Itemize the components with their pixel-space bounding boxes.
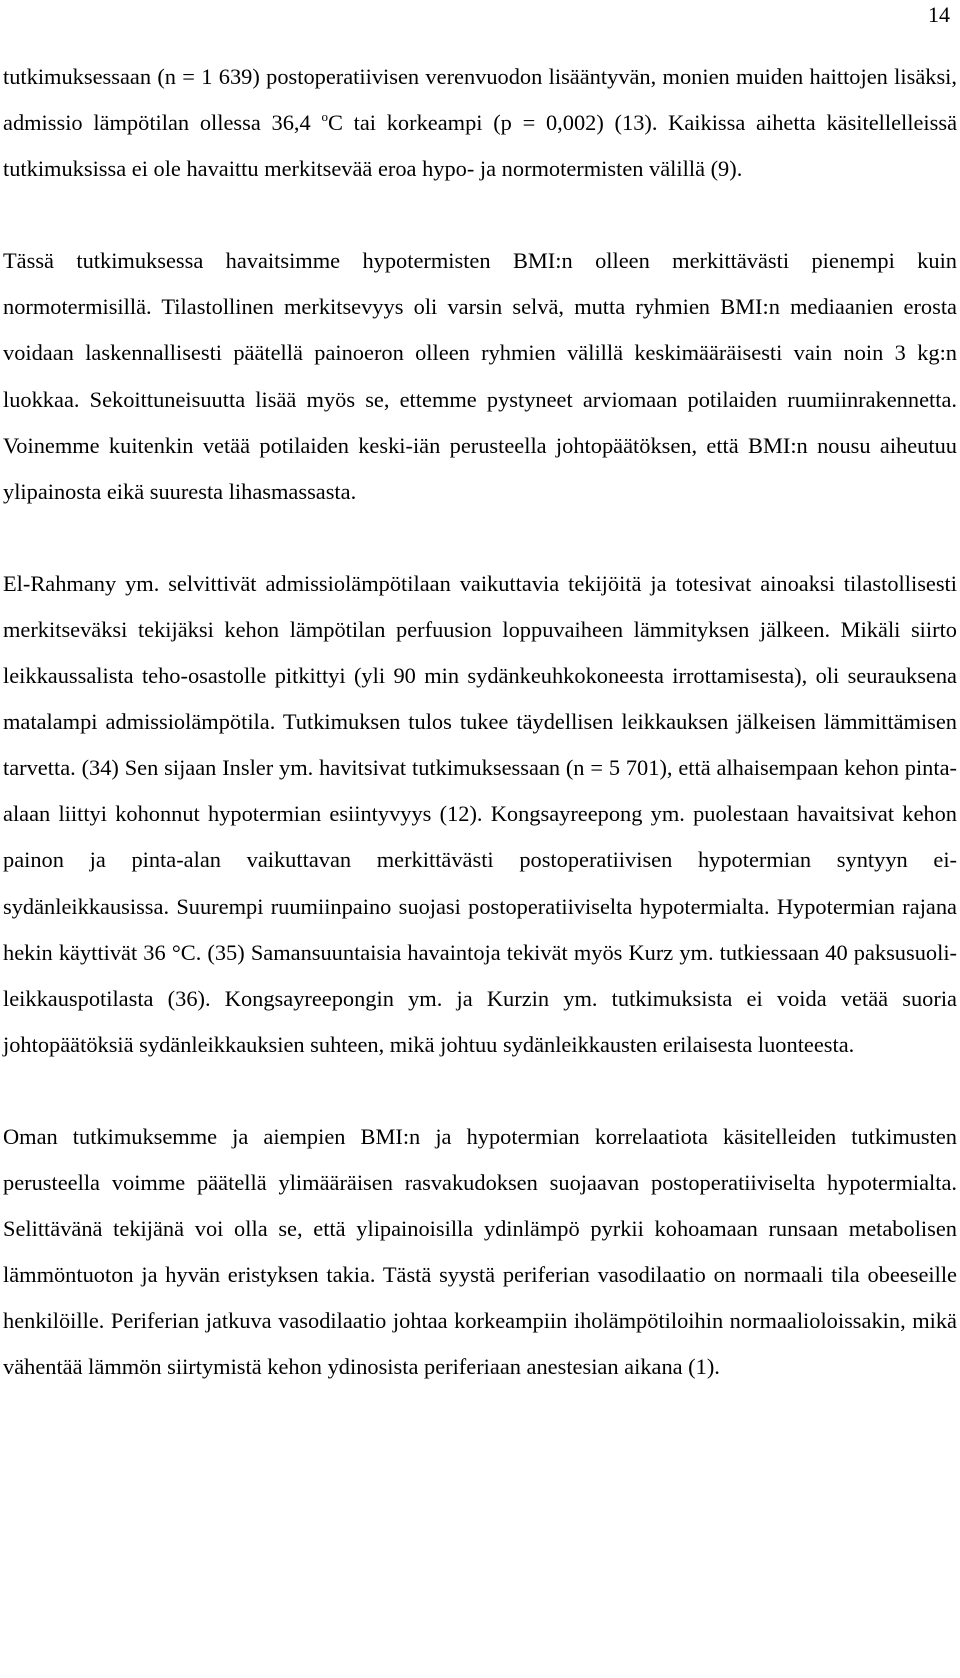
degree-superscript: o bbox=[321, 109, 328, 125]
paragraph-3: El-Rahmany ym. selvittivät admissiolämpötilaan vaikuttavia tekijöitä ja totesivat ainoaksi tilastollisesti merkitseväksi tekijäksi kehon lämpötilan perfuusion loppuvaiheen lämmityksen jälkeen. Mikäli siirto leikkaussalista teho-osastolle pitkittyi (yli 90 min sydänkeuhkokoneesta irrottamisesta), oli seurauksena matalampi admissiolämpötila. Tutkimuksen tulos tukee täydellisen leikkauksen jälkeisen lämmittämisen tarvetta. (34) Sen sijaan Insler ym. havitsivat tutkimuksessaan (n = 5 701), että alhaisempaan kehon pinta-alaan liittyi kohonnut hypotermian esiintyvyys (12). Kongsayreepong ym. puolestaan havaitsivat kehon painon ja pinta-alan vaikuttavan merkittävästi postoperatiivisen hypotermian syntyyn ei-sydänleikkausissa. Suurempi ruumiinpaino suojasi postoperatiiviselta hypotermialta. Hypotermian rajana hekin käyttivät 36 °C. (35) Samansuuntaisia havaintoja tekivät myös Kurz ym. tutkiessaan 40 paksusuoli-leikkauspotilasta (36). Kongsayreepongin ym. ja Kurzin ym. tutkimuksista ei voida vetää suoria johtopäätöksiä sydänleikkauksien suhteen, mikä johtuu sydänleikkausten erilaisesta luonteesta. bbox=[3, 570, 957, 1057]
paragraph-1 bbox=[3, 54, 957, 192]
paragraph-4: Oman tutkimuksemme ja aiempien BMI:n ja hypotermian korrelaatiota käsitelleiden tutkimusten perusteella voimme päätellä ylimääräisen rasvakudoksen suojaavan postoperatiiviselta hypotermialta. Selittävänä tekijänä voi olla se, että ylipainoisilla ydinlämpö pyrkii kohoamaan runsaan metabolisen lämmöntuoton ja hyvän eristyksen takia. Tästä syystä periferian vasodilaatio on normaali tila obeeseille henkilöille. Periferian jatkuva vasodilaatio johtaa korkeampiin iholämpötiloihin normaalioloissakin, mikä vähentää lämmön siirtymistä kehon ydinosista periferiaan anestesian aikana (1). bbox=[3, 1123, 957, 1380]
page-number: 14 bbox=[928, 2, 950, 27]
paragraph-1-text-a: tutkimuksessaan (n = 1 639) postoperatiivisen verenvuodon lisääntyvän, monien muiden haittojen lisäksi, admissio lämpötilan ollessa 36,4 bbox=[3, 64, 957, 136]
paragraph-2: Tässä tutkimuksessa havaitsimme hypotermisten BMI:n olleen merkittävästi pienempi kuin normotermisillä. Tilastollinen merkitsevyys oli varsin selvä, mutta ryhmien BMI:n mediaanien erosta voidaan laskennallisesti päätellä painoeron olleen ryhmien välillä keskimääräisesti vain noin 3 kg:n luokkaa. Sekoittuneisuutta lisää myös se, ettemme pystyneet arviomaan potilaiden ruumiinrakennetta. Voinemme kuitenkin vetää potilaiden keski-iän perusteella johtopäätöksen, että BMI:n nousu aiheutuu ylipainosta eikä suuresta lihasmassasta. bbox=[3, 248, 957, 504]
paragraph-1-text-b: C tai korkeampi (p = 0,002) (13). Kaikissa aihetta käsitellelleissä tutkimuksissa ei ole havaittu merkitsevää eroa hypo- ja normotermisten välillä (9). bbox=[3, 110, 958, 182]
body-text bbox=[3, 54, 957, 1390]
